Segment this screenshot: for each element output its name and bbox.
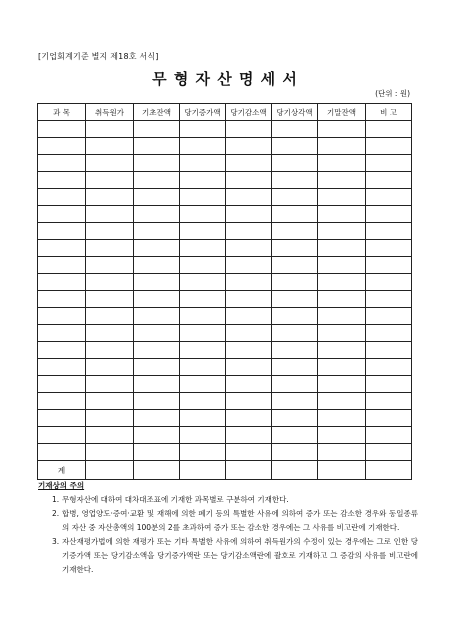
table-cell[interactable] (366, 308, 412, 325)
table-cell[interactable] (366, 172, 412, 189)
table-cell[interactable] (272, 393, 318, 410)
table-cell[interactable] (318, 189, 366, 206)
table-cell[interactable] (134, 393, 180, 410)
table-cell[interactable] (272, 291, 318, 308)
table-cell[interactable] (366, 223, 412, 240)
table-cell[interactable] (86, 138, 134, 155)
table-cell[interactable] (134, 257, 180, 274)
table-row (38, 376, 412, 393)
total-cell[interactable] (134, 461, 180, 480)
table-row (38, 427, 412, 444)
table-cell[interactable] (86, 427, 134, 444)
table-cell[interactable] (38, 376, 86, 393)
table-row (38, 257, 412, 274)
table-cell[interactable] (180, 342, 226, 359)
table-cell[interactable] (226, 223, 272, 240)
table-cell[interactable] (272, 444, 318, 461)
table-cell[interactable] (226, 427, 272, 444)
table-row (38, 155, 412, 172)
table-cell[interactable] (180, 189, 226, 206)
column-header: 취득원가 (86, 104, 134, 121)
unit-label: (단위 : 원) (375, 89, 410, 98)
table-cell[interactable] (38, 155, 86, 172)
table-cell[interactable] (226, 240, 272, 257)
column-header: 당기상각액 (272, 104, 318, 121)
table-cell[interactable] (86, 444, 134, 461)
table-cell[interactable] (38, 257, 86, 274)
table-cell[interactable] (38, 444, 86, 461)
table-cell[interactable] (134, 427, 180, 444)
table-cell[interactable] (38, 308, 86, 325)
table-cell[interactable] (318, 308, 366, 325)
table-cell[interactable] (272, 138, 318, 155)
table-cell[interactable] (226, 121, 272, 138)
table-cell[interactable] (226, 410, 272, 427)
table-cell[interactable] (318, 376, 366, 393)
total-cell[interactable] (366, 461, 412, 480)
note-item (52, 507, 418, 535)
table-row (38, 206, 412, 223)
table-cell[interactable] (86, 291, 134, 308)
table-cell[interactable] (134, 155, 180, 172)
table-cell[interactable] (272, 223, 318, 240)
table-row (38, 121, 412, 138)
notes-section (38, 479, 418, 577)
table-cell[interactable] (86, 376, 134, 393)
table-cell[interactable] (366, 444, 412, 461)
table-cell[interactable] (366, 138, 412, 155)
table-cell[interactable] (366, 240, 412, 257)
table-cell[interactable] (38, 206, 86, 223)
table-row (38, 342, 412, 359)
table-cell[interactable] (38, 223, 86, 240)
table-cell[interactable] (86, 257, 134, 274)
table-row (38, 291, 412, 308)
column-header: 기말잔액 (318, 104, 366, 121)
table-cell[interactable] (38, 121, 86, 138)
column-header: 당기증가액 (180, 104, 226, 121)
table-cell[interactable] (86, 121, 134, 138)
table-cell[interactable] (272, 342, 318, 359)
table-row (38, 223, 412, 240)
table-cell[interactable] (318, 240, 366, 257)
table-cell[interactable] (180, 121, 226, 138)
table-cell[interactable] (38, 325, 86, 342)
table-row (38, 359, 412, 376)
note-text: 자산재평가법에 의한 재평가 또는 기타 특별한 사유에 의하여 취득원가의 수정이 있는 경우에는 그로 인한 당기증가액 또는 당기감소액을 당기증가액란 또는 당기감소액란에 괄호로 기재하고 그 증감의 사유를 비고란에 기재한다. (62, 537, 418, 574)
table-cell[interactable] (134, 274, 180, 291)
table-cell[interactable] (366, 121, 412, 138)
column-header: 당기감소액 (226, 104, 272, 121)
table-cell[interactable] (366, 257, 412, 274)
table-cell[interactable] (180, 444, 226, 461)
table-cell[interactable] (226, 291, 272, 308)
table-cell[interactable] (272, 189, 318, 206)
table-cell[interactable] (318, 393, 366, 410)
page-title: 무 형 자 산 명 세 서 (152, 70, 298, 88)
table-cell[interactable] (134, 325, 180, 342)
note-number: 1. (52, 495, 60, 504)
table-cell[interactable] (226, 393, 272, 410)
table-cell[interactable] (180, 393, 226, 410)
table-cell[interactable] (134, 189, 180, 206)
note-text: 무형자산에 대하여 대차대조표에 기재한 과목별로 구분하여 기재한다. (62, 495, 289, 504)
table-cell[interactable] (86, 189, 134, 206)
table-cell[interactable] (134, 342, 180, 359)
table-cell[interactable] (272, 410, 318, 427)
table-cell[interactable] (272, 257, 318, 274)
table-cell[interactable] (226, 189, 272, 206)
notes-list (38, 493, 418, 577)
table-cell[interactable] (180, 427, 226, 444)
table-row (38, 410, 412, 427)
table-cell[interactable] (272, 121, 318, 138)
table-cell[interactable] (180, 325, 226, 342)
table-cell[interactable] (366, 342, 412, 359)
form-number-note: [기업회계기준 별지 제18호 서식] (38, 52, 159, 61)
table-cell[interactable] (366, 376, 412, 393)
table-cell[interactable] (318, 359, 366, 376)
table-cell[interactable] (86, 308, 134, 325)
table-cell[interactable] (180, 138, 226, 155)
table-cell[interactable] (86, 240, 134, 257)
table-cell[interactable] (318, 257, 366, 274)
table-cell[interactable] (272, 155, 318, 172)
table-cell[interactable] (86, 223, 134, 240)
table-cell[interactable] (318, 155, 366, 172)
table-row (38, 172, 412, 189)
total-cell[interactable] (272, 461, 318, 480)
column-header: 과 목 (38, 104, 86, 121)
table-cell[interactable] (134, 240, 180, 257)
table-cell[interactable] (226, 257, 272, 274)
table-body (38, 121, 412, 480)
table-row (38, 308, 412, 325)
table-cell[interactable] (38, 291, 86, 308)
table-cell[interactable] (134, 291, 180, 308)
table-cell[interactable] (86, 274, 134, 291)
table-cell[interactable] (38, 172, 86, 189)
table-row (38, 274, 412, 291)
table-row (38, 444, 412, 461)
table-row (38, 189, 412, 206)
table-cell[interactable] (318, 223, 366, 240)
table-cell[interactable] (180, 206, 226, 223)
table-cell[interactable] (226, 206, 272, 223)
table-cell[interactable] (38, 427, 86, 444)
note-text: 합병, 영업양도·증여·교환 및 재해에 의한 폐기 등의 특별한 사유에 의하여 증가 또는 감소한 경우와 동일종류의 자산 중 자산총액의 100분의 2를 초과하여 증가 또는 감소한 경우에는 그 사유를 비고란에 기재한다. (62, 509, 418, 532)
table-cell[interactable] (38, 138, 86, 155)
table-cell[interactable] (318, 274, 366, 291)
table-cell[interactable] (86, 410, 134, 427)
table-cell[interactable] (180, 155, 226, 172)
table-cell[interactable] (226, 359, 272, 376)
table-cell[interactable] (272, 240, 318, 257)
table-cell[interactable] (226, 155, 272, 172)
column-header: 기초잔액 (134, 104, 180, 121)
table-cell[interactable] (366, 155, 412, 172)
table-cell[interactable] (318, 172, 366, 189)
total-cell[interactable] (86, 461, 134, 480)
table-cell[interactable] (272, 427, 318, 444)
table-cell[interactable] (180, 308, 226, 325)
table-row (38, 393, 412, 410)
table-header-row (38, 104, 412, 121)
table-cell[interactable] (38, 359, 86, 376)
table-cell[interactable] (318, 342, 366, 359)
table-cell[interactable] (318, 138, 366, 155)
table-cell[interactable] (226, 308, 272, 325)
table-row (38, 240, 412, 257)
table-cell[interactable] (226, 138, 272, 155)
table-cell[interactable] (318, 121, 366, 138)
total-cell[interactable] (180, 461, 226, 480)
table-cell[interactable] (180, 223, 226, 240)
total-row (38, 461, 412, 480)
table-cell[interactable] (226, 376, 272, 393)
table-cell[interactable] (226, 274, 272, 291)
table-row (38, 138, 412, 155)
table-cell[interactable] (366, 291, 412, 308)
notes-heading: 기재상의 주의 (38, 481, 85, 490)
table-cell[interactable] (318, 410, 366, 427)
table-cell[interactable] (180, 410, 226, 427)
table-cell[interactable] (134, 121, 180, 138)
total-cell[interactable] (318, 461, 366, 480)
table-cell[interactable] (86, 342, 134, 359)
table-cell[interactable] (86, 359, 134, 376)
table-cell[interactable] (318, 427, 366, 444)
table-cell[interactable] (134, 172, 180, 189)
table-cell[interactable] (366, 427, 412, 444)
table-cell[interactable] (134, 206, 180, 223)
table-cell[interactable] (38, 342, 86, 359)
table-cell[interactable] (180, 376, 226, 393)
table-cell[interactable] (180, 240, 226, 257)
table-cell[interactable] (86, 155, 134, 172)
table-cell[interactable] (134, 359, 180, 376)
table-cell[interactable] (272, 172, 318, 189)
note-number: 2. (52, 509, 60, 518)
table-cell[interactable] (272, 206, 318, 223)
table-cell[interactable] (272, 308, 318, 325)
table-cell[interactable] (366, 325, 412, 342)
table-cell[interactable] (86, 393, 134, 410)
table-cell[interactable] (366, 359, 412, 376)
table-cell[interactable] (366, 189, 412, 206)
table-cell[interactable] (272, 325, 318, 342)
table-cell[interactable] (134, 138, 180, 155)
table-cell[interactable] (86, 325, 134, 342)
table-cell[interactable] (86, 206, 134, 223)
table-cell[interactable] (366, 410, 412, 427)
table-cell[interactable] (180, 291, 226, 308)
table-cell[interactable] (38, 410, 86, 427)
total-label: 계 (38, 461, 86, 480)
table-cell[interactable] (318, 444, 366, 461)
table-cell[interactable] (318, 291, 366, 308)
table-cell[interactable] (366, 393, 412, 410)
table-cell[interactable] (180, 172, 226, 189)
table-cell[interactable] (134, 308, 180, 325)
table-cell[interactable] (226, 172, 272, 189)
total-cell[interactable] (226, 461, 272, 480)
table-cell[interactable] (134, 376, 180, 393)
table-cell[interactable] (272, 274, 318, 291)
table-cell[interactable] (180, 274, 226, 291)
table-cell[interactable] (180, 257, 226, 274)
table-cell[interactable] (272, 359, 318, 376)
table-cell[interactable] (226, 444, 272, 461)
note-item (52, 535, 418, 577)
note-item (52, 493, 418, 507)
table-cell[interactable] (366, 274, 412, 291)
table-row (38, 325, 412, 342)
intangible-assets-table (37, 103, 412, 480)
table-cell[interactable] (38, 393, 86, 410)
note-number: 3. (52, 537, 60, 546)
column-header: 비 고 (366, 104, 412, 121)
table-cell[interactable] (134, 223, 180, 240)
table-cell[interactable] (180, 359, 226, 376)
table-cell[interactable] (38, 240, 86, 257)
table-cell[interactable] (366, 206, 412, 223)
table-cell[interactable] (318, 325, 366, 342)
table-cell[interactable] (134, 444, 180, 461)
table-cell[interactable] (226, 342, 272, 359)
table-cell[interactable] (38, 274, 86, 291)
table-cell[interactable] (272, 376, 318, 393)
table-cell[interactable] (318, 206, 366, 223)
table-cell[interactable] (38, 189, 86, 206)
table-cell[interactable] (226, 325, 272, 342)
table-cell[interactable] (134, 410, 180, 427)
table-cell[interactable] (86, 172, 134, 189)
